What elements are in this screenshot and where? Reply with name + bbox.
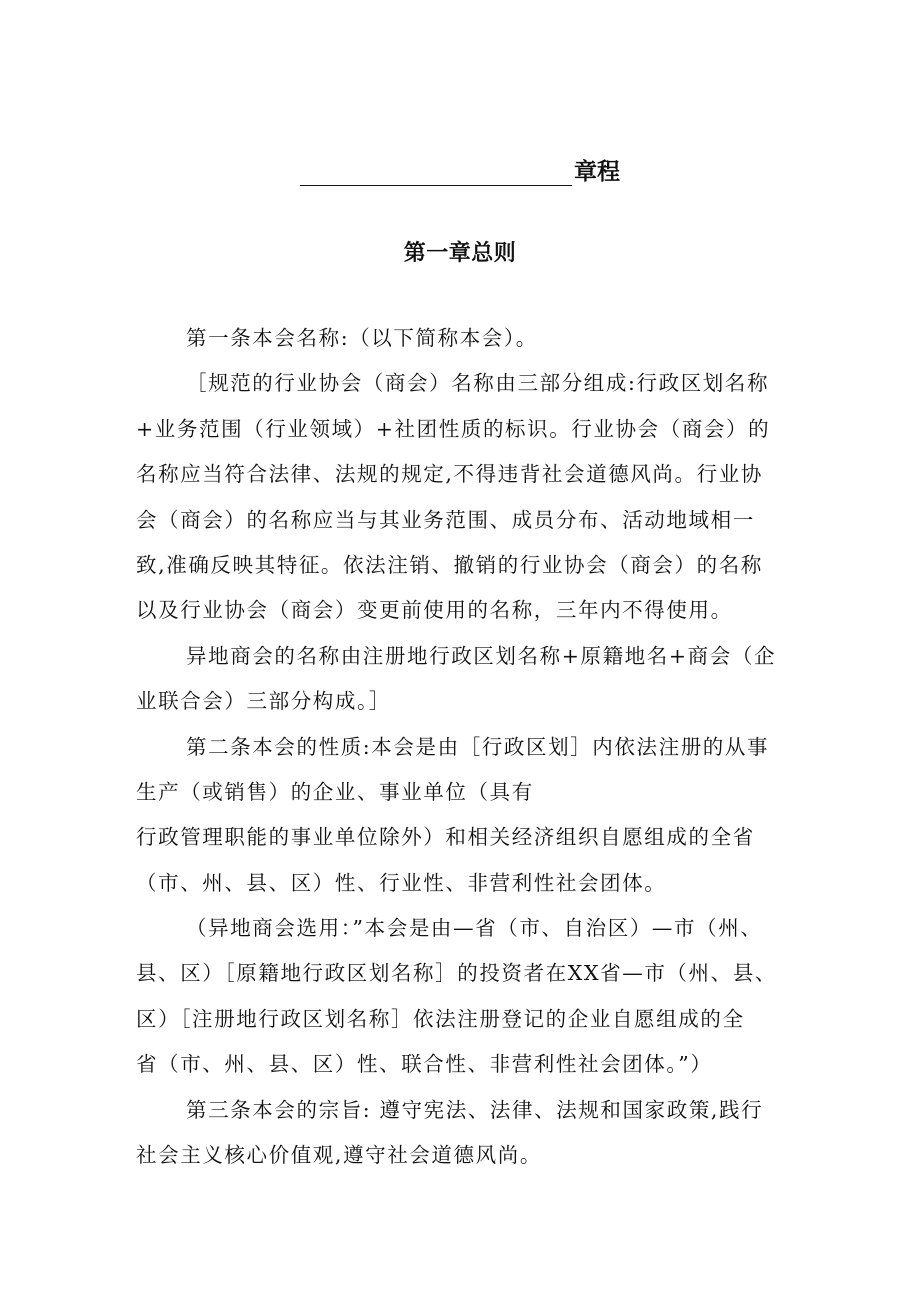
remote-chamber-note-line: 业联合会）三部分构成。］ — [136, 689, 391, 714]
naming-note-line: 会（商会）的名称应当与其业务范围、成员分布、活动地域相一 — [136, 507, 755, 532]
remote-chamber-option-line: 区）［注册地行政区划名称］依法注册登记的企业自愿组成的全 — [136, 1006, 745, 1031]
article-3-line: 第三条本会的宗旨: 遵守宪法、法律、法规和国家政策,践行 — [186, 1097, 764, 1122]
naming-note-line: 名称应当符合法律、法规的规定,不得违背社会道德风尚。行业协 — [136, 462, 763, 487]
naming-note-line: +业务范围（行业领域）+社团性质的标识。行业协会（商会）的 — [136, 416, 771, 441]
naming-note-line: 以及行业协会（商会）变更前使用的名称，三年内不得使用。 — [136, 598, 733, 623]
document-body — [136, 316, 796, 1178]
article-2-line: 行政管理职能的事业单位除外）和相关经济组织自愿组成的全省 — [136, 825, 755, 850]
remote-chamber-option-line: 县、区）［原籍地行政区划名称］的投资者在XX省—市（州、县、 — [136, 961, 777, 986]
article-2-line: 生产（或销售）的企业、事业单位（具有 — [136, 779, 534, 804]
title-blank-underline — [300, 161, 572, 186]
naming-note-line: 致,准确反映其特征。依法注销、撤销的行业协会（商会）的名称 — [136, 552, 763, 577]
naming-note-line: ［规范的行业协会（商会）名称由三部分组成:行政区划名称 — [186, 371, 770, 396]
article-1-line: 第一条本会名称:（以下简称本会）。 — [186, 326, 538, 350]
remote-chamber-option-line: （异地商会选用：”本会是由—省（市、自治区）—市（州、 — [186, 916, 763, 941]
remote-chamber-option-line: 省（市、州、县、区）性、联合性、非营利性社会团体。”） — [136, 1052, 713, 1077]
chapter-title: 第一章总则 — [403, 241, 517, 266]
article-3-line: 社会主义核心价值观,遵守社会道德风尚。 — [136, 1143, 542, 1168]
article-2-line: 第二条本会的性质:本会是由［行政区划］内依法注册的从事 — [186, 734, 770, 759]
remote-chamber-note-line: 异地商会的名称由注册地行政区划名称+原籍地名+商会（企 — [186, 643, 777, 668]
document-title — [300, 150, 630, 186]
title-suffix: 章程 — [574, 159, 620, 185]
article-2-line: （市、州、县、区）性、行业性、非营利性社会团体。 — [136, 870, 667, 895]
